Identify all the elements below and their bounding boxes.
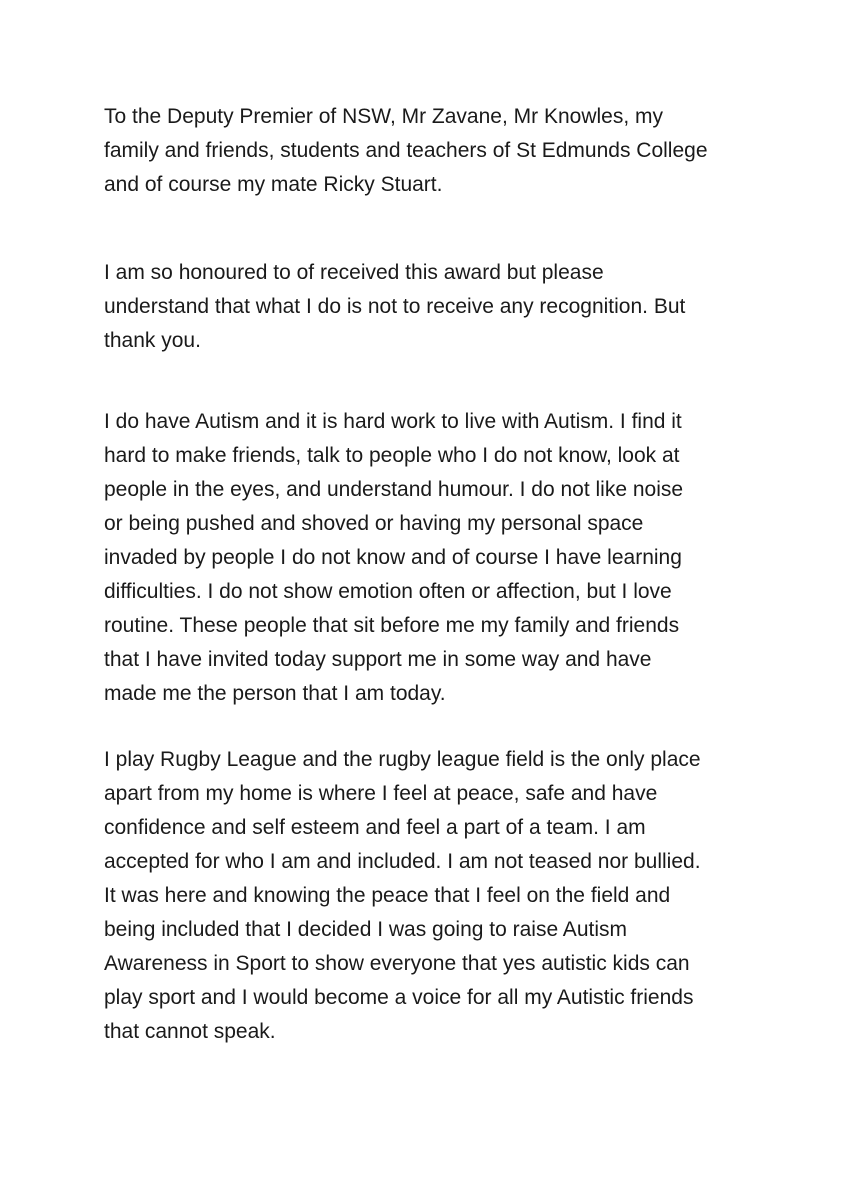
paragraph-thanks: I am so honoured to of received this award but please understand that what I do is not to receive any recognition. But thank you. <box>104 261 686 352</box>
paragraph-rugby-league: I play Rugby League and the rugby league field is the only place apart from my home is where I feel at peace, safe and have confidence and self esteem and feel a part of a team. I am accepted for who I am and included. I am not teased nor bullied. It was here and knowing the peace that I feel on the field and being included that I decided I was going to raise Autism Awareness in Sport to show everyone that yes autistic kids can play sport and I would become a voice for all my Autistic friends that cannot speak. <box>104 748 701 1043</box>
paragraph-salutation: To the Deputy Premier of NSW, Mr Zavane, Mr Knowles, my family and friends, students and teachers of St Edmunds College and of course my mate Ricky Stuart. <box>104 105 708 196</box>
paragraph-autism: I do have Autism and it is hard work to live with Autism. I find it hard to make friends, talk to people who I do not know, look at people in the eyes, and understand humour. I do not like noise or being pushed and shoved or having my personal space invaded by people I do not know and of course I have learning difficulties. I do not show emotion often or affection, but I love routine. These people that sit before me my family and friends that I have invited today support me in some way and have made me the person that I am today. <box>104 410 684 705</box>
